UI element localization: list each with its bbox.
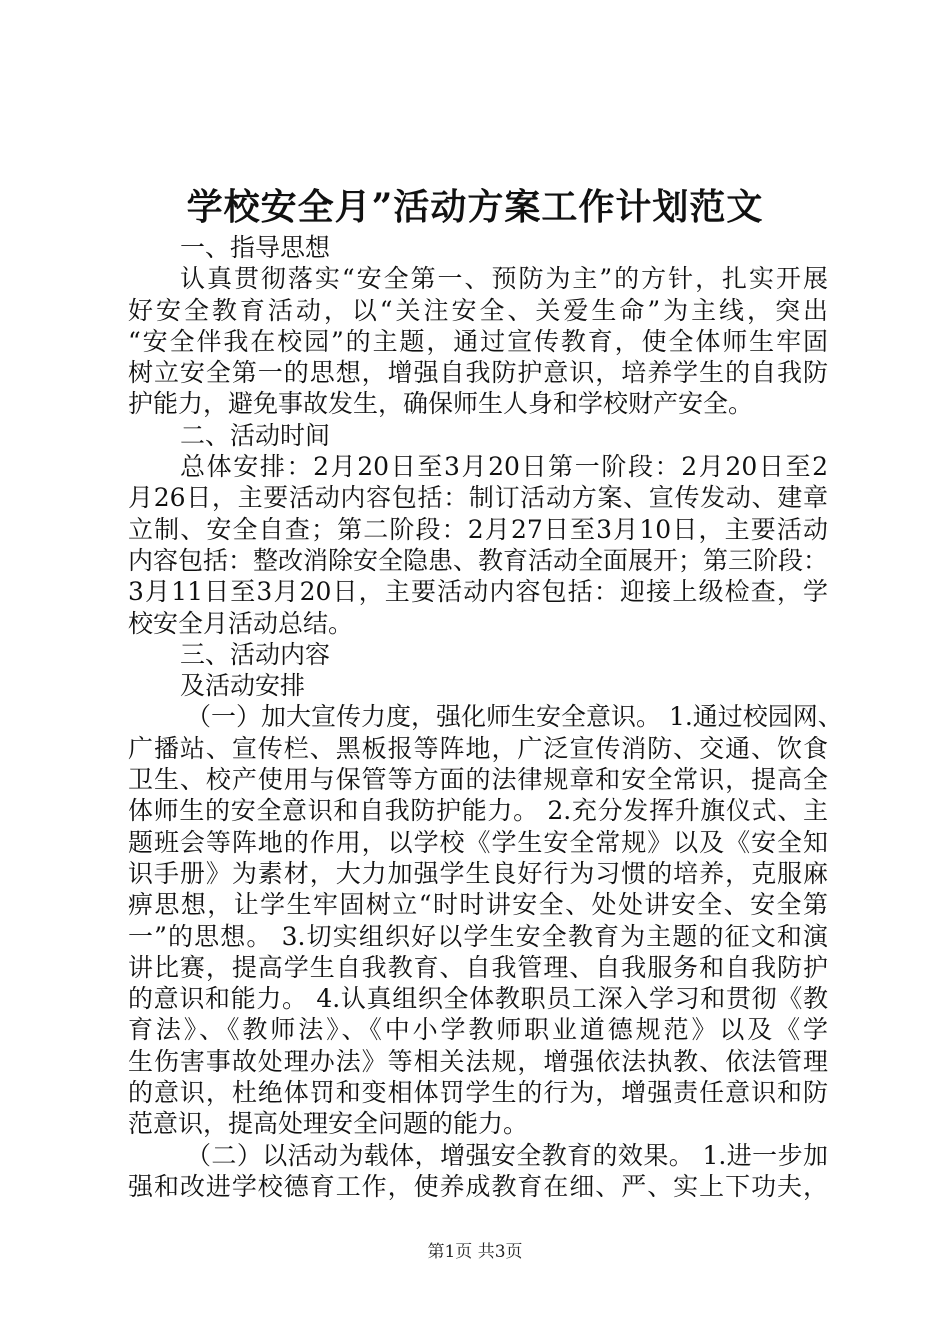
body-line: 月26日，主要活动内容包括：制订活动方案、宣传发动、建章	[128, 483, 828, 513]
body-line: （二）以活动为载体，增强安全教育的效果。 1.进一步加	[186, 1140, 828, 1170]
body-line: 生伤害事故处理办法》等相关法规，增强依法执教、依法管理	[128, 1046, 828, 1076]
body-line: 识手册》为素材，大力加强学生良好行为习惯的培养，克服麻	[128, 858, 828, 888]
body-line: 立制、安全自查；第二阶段：2月27日至3月10日，主要活动	[128, 514, 828, 544]
body-line: 强和改进学校德育工作，使养成教育在细、严、实上下功夫，	[128, 1171, 828, 1201]
body-line: 广播站、宣传栏、黑板报等阵地，广泛宣传消防、交通、饮食	[128, 733, 828, 763]
body-line: 卫生、校产使用与保管等方面的法律规章和安全常识，提高全	[128, 765, 828, 795]
body-line: 树立安全第一的思想，增强自我防护意识，培养学生的自我防	[128, 358, 828, 388]
body-line: 痹思想，让学生牢固树立“时时讲安全、处处讲安全、安全第	[128, 890, 828, 920]
body-line: “安全伴我在校园”的主题，通过宣传教育，使全体师生牢固	[128, 326, 828, 356]
body-line: 育法》、《教师法》、《中小学教师职业道德规范》以及《学	[128, 1015, 828, 1045]
body-line: 校安全月活动总结。	[128, 608, 354, 638]
body-line: 护能力，避免事故发生，确保师生人身和学校财产安全。	[128, 389, 754, 419]
body-line: 题班会等阵地的作用，以学校《学生安全常规》以及《安全知	[128, 827, 828, 857]
body-line: 二、活动时间	[180, 420, 331, 450]
body-line: 好安全教育活动，以“关注安全、关爱生命”为主线，突出	[128, 295, 828, 325]
body-line: 的意识，杜绝体罚和变相体罚学生的行为，增强责任意识和防	[128, 1078, 828, 1108]
body-line: 认真贯彻落实“安全第一、预防为主”的方针，扎实开展	[180, 264, 828, 294]
page-footer: 第1页 共3页	[427, 1242, 523, 1262]
body-line: 内容包括：整改消除安全隐患、教育活动全面展开；第三阶段：	[128, 545, 829, 575]
body-line: 体师生的安全意识和自我防护能力。 2.充分发挥升旗仪式、主	[128, 796, 828, 826]
document-title: 学校安全月”活动方案工作计划范文	[186, 186, 764, 228]
body-line: （一）加大宣传力度，强化师生安全意识。 1.通过校园网、	[186, 702, 843, 732]
body-line: 范意识，提高处理安全问题的能力。	[128, 1109, 529, 1139]
body-line: 一”的思想。 3.切实组织好以学生安全教育为主题的征文和演	[128, 921, 828, 951]
document-body	[128, 232, 843, 1202]
body-line: 3月11日至3月20日，主要活动内容包括：迎接上级检查，学	[128, 577, 828, 607]
body-line: 一、指导思想	[180, 233, 331, 262]
body-line: 总体安排：2月20日至3月20日第一阶段：2月20日至2	[180, 452, 828, 482]
body-line: 的意识和能力。 4.认真组织全体教职员工深入学习和贯彻《教	[128, 984, 828, 1014]
body-line: 讲比赛，提高学生自我教育、自我管理、自我服务和自我防护	[128, 952, 828, 982]
body-line: 三、活动内容	[180, 639, 331, 669]
body-line: 及活动安排	[180, 671, 306, 701]
